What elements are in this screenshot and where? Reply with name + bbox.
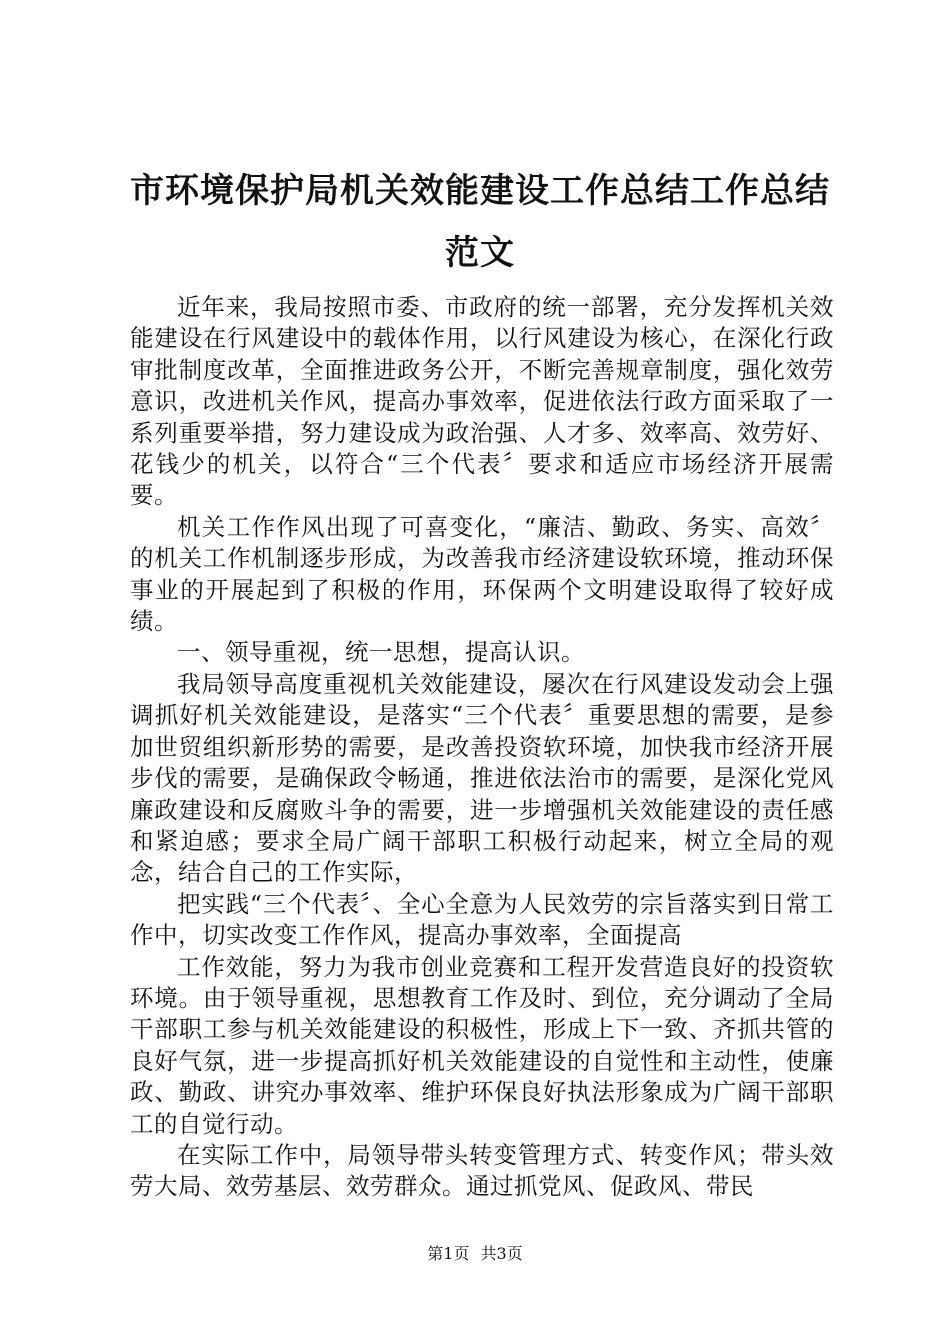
paragraph: 把实践“三个代表〞、全心全意为人民效劳的宗旨落实到日常工作中，切实改变工作作风，提高办事效率，全面提高 [130,889,834,950]
document-title: 市环境保护局机关效能建设工作总结工作总结范文 [130,171,830,273]
paragraph: 近年来，我局按照市委、市政府的统一部署，充分发挥机关效能建设在行风建设中的载体作用，以行风建设为核心，在深化行政审批制度改革，全面推进政务公开，不断完善规章制度，强化效劳意识，改进机关作风，提高办事效率，促进依法行政方面采取了一系列重要举措，努力建设成为政治强、人才多、效率高、效劳好、花钱少的机关，以符合“三个代表〞要求和适应市场经济开展需要。 [130,293,834,510]
document-body [130,292,834,1203]
paragraph: 工作效能，努力为我市创业竞赛和工程开发营造良好的投资软环境。由于领导重视，思想教育工作及时、到位，充分调动了全局干部职工参与机关效能建设的积极性，形成上下一致、齐抓共管的良好气氛，进一步提高抓好机关效能建设的自觉性和主动性，使廉政、勤政、讲究办事效率、维护环保良好执法形象成为广阔干部职工的自觉行动。 [130,952,834,1138]
page-number: 第1页 [427,1244,470,1263]
page-total: 共3页 [480,1244,523,1263]
paragraph: 我局领导高度重视机关效能建设，屡次在行风建设发动会上强调抓好机关效能建设，是落实“三个代表〞重要思想的需要，是参加世贸组织新形势的需要，是改善投资软环境，加快我市经济开展步伐的需要，是确保政令畅通，推进依法治市的需要，是深化党风廉政建设和反腐败斗争的需要，进一步增强机关效能建设的责任感和紧迫感；要求全局广阔干部职工积极行动起来，树立全局的观念，结合自己的工作实际， [130,669,834,887]
paragraph: 机关工作作风出现了可喜变化，“廉洁、勤政、务实、高效〞的机关工作机制逐步形成，为改善我市经济建设软环境，推动环保事业的开展起到了积极的作用，环保两个文明建设取得了较好成绩。 [130,512,834,636]
section-heading: 一、领导重视，统一思想，提高认识。 [177,638,585,667]
paragraph: 在实际工作中，局领导带头转变管理方式、转变作风；带头效劳大局、效劳基层、效劳群众。通过抓党风、促政风、带民 [130,1140,834,1201]
page-footer [0,1244,950,1264]
